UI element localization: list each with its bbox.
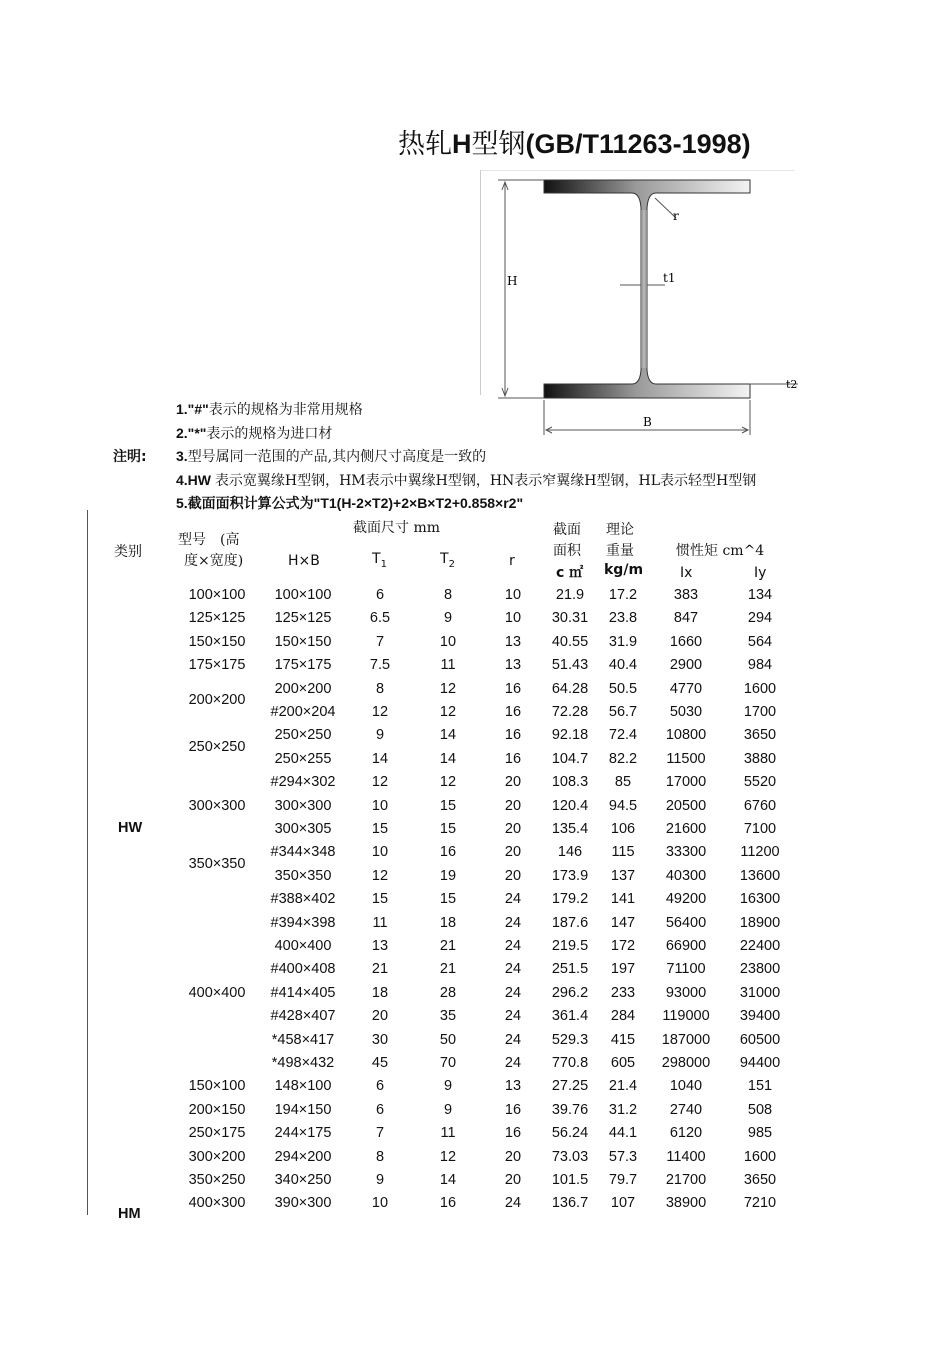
cell-hb: 300×305 <box>274 821 332 837</box>
cell-t1: 12 <box>371 867 389 884</box>
cell-hb: 175×175 <box>274 657 332 674</box>
cell-r: 20 <box>504 821 522 837</box>
cell-iy: 564 <box>747 633 773 650</box>
cell-ix: 847 <box>673 610 699 627</box>
cell-t2: 14 <box>439 750 457 767</box>
header-r: r <box>509 553 515 569</box>
cell-iy: 94400 <box>739 1055 781 1071</box>
note-item: 1."#"表示的规格为非常用规格 <box>176 401 363 418</box>
cell-iy: 3650 <box>743 1172 777 1188</box>
cell-iy: 985 <box>747 1125 773 1142</box>
cell-area: 120.4 <box>551 797 589 814</box>
cell-t2: 9 <box>443 1078 453 1095</box>
cell-r: 20 <box>504 1172 522 1188</box>
cell-weight: 284 <box>610 1008 636 1025</box>
cell-r: 16 <box>504 704 522 720</box>
cell-ix: 56400 <box>665 914 707 931</box>
cell-weight: 57.3 <box>608 1148 638 1165</box>
cell-t2: 12 <box>439 680 457 697</box>
cell-area: 40.55 <box>551 633 589 650</box>
cell-area: 104.7 <box>551 750 589 767</box>
cell-iy: 151 <box>747 1078 773 1095</box>
cell-t2: 15 <box>439 891 457 908</box>
cell-weight: 56.7 <box>608 704 638 720</box>
cell-t2: 9 <box>443 610 453 627</box>
label-H: H <box>507 274 518 288</box>
cell-t2: 21 <box>439 961 457 978</box>
cell-ix: 21600 <box>665 821 707 837</box>
cell-area: 21.9 <box>555 587 585 603</box>
model-label: 350×250 <box>188 1172 246 1188</box>
header-model-line2: 度×宽度) <box>184 553 244 569</box>
header-model-line1: 型号 (高 <box>178 532 240 548</box>
cell-r: 20 <box>504 797 522 814</box>
cell-iy: 18900 <box>739 914 781 931</box>
cell-t2: 12 <box>439 1148 457 1165</box>
cell-t1: 18 <box>371 984 389 1001</box>
cell-hb: #428×407 <box>270 1008 336 1025</box>
cell-hb: 200×200 <box>274 680 332 697</box>
cell-iy: 3650 <box>743 727 777 744</box>
cell-hb: #344×348 <box>270 844 336 861</box>
model-label: 300×200 <box>188 1148 246 1165</box>
cell-iy: 22400 <box>739 938 781 954</box>
cell-area: 73.03 <box>551 1148 589 1165</box>
cell-hb: 148×100 <box>274 1078 332 1095</box>
cell-area: 187.6 <box>551 914 589 931</box>
cell-ix: 119000 <box>662 1008 710 1025</box>
cell-t1: 6 <box>375 1078 385 1095</box>
cell-hb: 400×400 <box>274 938 332 954</box>
cell-iy: 3880 <box>743 750 777 767</box>
cell-area: 27.25 <box>551 1078 589 1095</box>
cell-weight: 31.9 <box>608 633 638 650</box>
cell-t1: 14 <box>371 750 389 767</box>
model-label: 150×150 <box>188 633 246 650</box>
model-label: 200×200 <box>188 692 246 709</box>
cell-ix: 1040 <box>669 1078 703 1095</box>
cell-r: 24 <box>504 891 522 908</box>
header-hb: H×B <box>288 553 320 569</box>
cell-r: 16 <box>504 727 522 744</box>
cell-t1: 12 <box>371 774 389 791</box>
cell-r: 20 <box>504 774 522 791</box>
cell-r: 20 <box>504 1148 522 1165</box>
cell-iy: 7210 <box>743 1195 777 1212</box>
cell-t1: 8 <box>375 1148 385 1165</box>
cell-t2: 19 <box>439 867 457 884</box>
cell-t2: 14 <box>439 727 457 744</box>
cell-area: 108.3 <box>551 774 589 791</box>
cell-area: 146 <box>557 844 583 861</box>
cell-t1: 30 <box>371 1031 389 1048</box>
cell-weight: 17.2 <box>608 587 638 603</box>
cell-hb: *498×432 <box>271 1055 335 1071</box>
cell-area: 770.8 <box>551 1055 589 1071</box>
cell-r: 16 <box>504 750 522 767</box>
cell-ix: 11500 <box>666 750 706 767</box>
cell-weight: 605 <box>610 1055 636 1071</box>
cell-t2: 8 <box>443 587 453 603</box>
cell-weight: 141 <box>610 891 636 908</box>
cell-iy: 60500 <box>739 1031 781 1048</box>
cell-iy: 5520 <box>743 774 777 791</box>
cell-t2: 12 <box>439 774 457 791</box>
cell-t1: 13 <box>371 938 389 954</box>
cell-area: 529.3 <box>551 1031 589 1048</box>
cell-iy: 11200 <box>740 844 780 861</box>
cell-ix: 1660 <box>669 633 703 650</box>
header-category: 类别 <box>114 544 142 560</box>
cell-area: 51.43 <box>551 657 589 674</box>
cell-weight: 40.4 <box>608 657 638 674</box>
cell-hb: 244×175 <box>274 1125 332 1142</box>
label-t1: t1 <box>663 271 676 285</box>
cell-ix: 33300 <box>665 844 707 861</box>
cell-t2: 50 <box>439 1031 457 1048</box>
cell-hb: #200×204 <box>270 704 336 720</box>
cell-iy: 1700 <box>743 704 777 720</box>
header-t2: $T_2$ <box>440 551 455 570</box>
header-area-unit: c ㎡ <box>556 565 584 581</box>
header-weight-unit: kg/m <box>604 562 644 578</box>
cell-weight: 197 <box>610 961 636 978</box>
cell-hb: #394×398 <box>270 914 336 931</box>
cell-weight: 50.5 <box>608 680 638 697</box>
cell-area: 136.7 <box>551 1195 589 1212</box>
cell-ix: 66900 <box>665 938 707 954</box>
cell-t1: 7.5 <box>369 657 391 674</box>
cell-r: 24 <box>504 984 522 1001</box>
cell-ix: 383 <box>673 587 699 603</box>
cell-weight: 44.1 <box>608 1125 638 1142</box>
cell-r: 24 <box>504 1055 522 1071</box>
cell-weight: 23.8 <box>608 610 638 627</box>
header-inertia: 惯性矩 cm^4 <box>676 543 765 559</box>
cell-weight: 31.2 <box>608 1101 638 1118</box>
cell-iy: 134 <box>747 587 773 603</box>
cell-iy: 31000 <box>739 984 781 1001</box>
cell-weight: 115 <box>611 844 635 861</box>
cell-r: 20 <box>504 844 522 861</box>
model-label: 350×350 <box>188 856 246 873</box>
header-iy: Iy <box>754 565 767 581</box>
h-beam-diagram <box>480 170 800 440</box>
cell-t2: 10 <box>439 633 457 650</box>
cell-t1: 6 <box>375 587 385 603</box>
cell-t2: 16 <box>439 1195 457 1212</box>
cell-hb: 350×350 <box>274 867 332 884</box>
cell-weight: 82.2 <box>608 750 638 767</box>
cell-ix: 17000 <box>665 774 707 791</box>
cell-hb: 100×100 <box>274 587 332 603</box>
page-title: 热轧H型钢(GB/T11263-1998) <box>398 129 751 160</box>
cell-area: 56.24 <box>551 1125 589 1142</box>
cell-r: 13 <box>504 657 522 674</box>
model-label: 175×175 <box>188 657 246 674</box>
cell-t2: 35 <box>439 1008 457 1025</box>
cell-t1: 10 <box>371 797 389 814</box>
category-hm: HM <box>118 1206 141 1222</box>
cell-weight: 107 <box>610 1195 636 1212</box>
cell-r: 24 <box>504 1008 522 1025</box>
cell-t2: 11 <box>440 1125 456 1142</box>
cell-weight: 137 <box>610 867 636 884</box>
model-label: 250×250 <box>188 739 246 756</box>
cell-r: 10 <box>504 610 522 627</box>
cell-t2: 18 <box>439 914 457 931</box>
cell-r: 24 <box>504 1195 522 1212</box>
cell-ix: 187000 <box>661 1031 711 1048</box>
cell-iy: 7100 <box>743 821 777 837</box>
cell-t1: 6.5 <box>369 610 391 627</box>
header-t1: $T_1$ <box>372 551 387 570</box>
cell-ix: 2740 <box>669 1101 703 1118</box>
cell-t1: 15 <box>371 891 389 908</box>
cell-t2: 21 <box>439 938 457 954</box>
cell-area: 251.5 <box>551 961 589 978</box>
cell-ix: 11400 <box>666 1148 706 1165</box>
note-item: 4.HW 表示宽翼缘H型钢，HM表示中翼缘H型钢，HN表示窄翼缘H型钢，HL表示轻型H型钢 <box>176 472 757 489</box>
cell-hb: 340×250 <box>274 1172 332 1188</box>
cell-weight: 106 <box>610 821 636 837</box>
notes-label: 注明: <box>113 449 147 465</box>
model-label: 400×300 <box>188 1195 246 1212</box>
cell-t1: 15 <box>371 821 389 837</box>
cell-t1: 9 <box>375 1172 385 1188</box>
cell-area: 101.5 <box>551 1172 589 1188</box>
cell-iy: 39400 <box>739 1008 781 1025</box>
cell-t2: 14 <box>439 1172 457 1188</box>
cell-r: 10 <box>504 587 522 603</box>
cell-area: 179.2 <box>551 891 589 908</box>
header-weight-line2: 重量 <box>606 543 634 559</box>
cell-iy: 1600 <box>743 680 777 697</box>
note-item: 5.截面面积计算公式为"T1(H-2×T2)+2×B×T2+0.858×r2" <box>176 495 524 511</box>
cell-t2: 70 <box>439 1055 457 1071</box>
cell-r: 24 <box>504 914 522 931</box>
cell-t1: 7 <box>375 633 385 650</box>
cell-r: 13 <box>504 633 522 650</box>
cell-iy: 984 <box>747 657 773 674</box>
cell-iy: 294 <box>747 610 773 627</box>
category-hw: HW <box>118 820 143 836</box>
cell-weight: 72.4 <box>608 727 638 744</box>
cell-r: 16 <box>504 1125 522 1142</box>
cell-hb: *458×417 <box>271 1031 335 1048</box>
cell-area: 92.18 <box>551 727 589 744</box>
cell-ix: 2900 <box>669 657 703 674</box>
cell-hb: 250×250 <box>274 727 332 744</box>
cell-iy: 1600 <box>743 1148 777 1165</box>
cell-iy: 23800 <box>739 961 781 978</box>
cell-t1: 8 <box>375 680 385 697</box>
cell-area: 219.5 <box>551 938 589 954</box>
cell-t2: 16 <box>439 844 457 861</box>
cell-weight: 233 <box>610 984 636 1001</box>
cell-t1: 7 <box>375 1125 385 1142</box>
cell-r: 20 <box>504 867 522 884</box>
cell-t1: 20 <box>371 1008 389 1025</box>
model-label: 200×150 <box>188 1101 246 1118</box>
cell-t2: 9 <box>443 1101 453 1118</box>
cell-ix: 40300 <box>665 867 707 884</box>
cell-ix: 5030 <box>669 704 703 720</box>
cell-ix: 4770 <box>669 680 703 697</box>
cell-t2: 11 <box>440 657 456 674</box>
cell-ix: 71100 <box>666 961 706 978</box>
header-area-line1: 截面 <box>553 522 581 538</box>
header-weight-line1: 理论 <box>606 522 634 538</box>
cell-t2: 15 <box>439 797 457 814</box>
cell-hb: 300×300 <box>274 797 332 814</box>
header-area-line2: 面积 <box>553 543 581 559</box>
label-t2: t2 <box>786 378 798 391</box>
model-label: 150×100 <box>188 1078 246 1095</box>
cell-hb: 250×255 <box>274 750 332 767</box>
cell-weight: 79.7 <box>608 1172 638 1188</box>
cell-ix: 49200 <box>665 891 707 908</box>
cell-t1: 10 <box>371 844 389 861</box>
cell-weight: 85 <box>614 774 632 791</box>
model-label: 300×300 <box>188 797 246 814</box>
note-item: 3.型号属同一范围的产品,其内侧尺寸高度是一致的 <box>176 448 487 465</box>
cell-t1: 45 <box>371 1055 389 1071</box>
cell-hb: #414×405 <box>270 984 336 1001</box>
cell-t1: 6 <box>375 1101 385 1118</box>
label-r: r <box>673 209 679 223</box>
cell-weight: 172 <box>610 938 636 954</box>
cell-r: 13 <box>504 1078 522 1095</box>
cell-r: 24 <box>504 1031 522 1048</box>
cell-ix: 298000 <box>661 1055 711 1071</box>
cell-area: 173.9 <box>551 867 589 884</box>
cell-t1: 21 <box>371 961 389 978</box>
model-label: 250×175 <box>188 1125 246 1142</box>
cell-area: 135.4 <box>551 821 589 837</box>
cell-r: 16 <box>504 1101 522 1118</box>
cell-hb: 194×150 <box>274 1101 332 1118</box>
cell-iy: 6760 <box>743 797 777 814</box>
cell-t2: 15 <box>439 821 457 837</box>
cell-iy: 508 <box>747 1101 773 1118</box>
cell-t1: 12 <box>371 704 389 720</box>
cell-hb: #400×408 <box>270 961 336 978</box>
cell-area: 361.4 <box>551 1008 589 1025</box>
model-label: 125×125 <box>188 610 246 627</box>
cell-weight: 94.5 <box>608 797 638 814</box>
cell-r: 24 <box>504 961 522 978</box>
cell-hb: 390×300 <box>274 1195 332 1212</box>
cell-area: 39.76 <box>551 1101 589 1118</box>
cell-hb: 294×200 <box>274 1148 332 1165</box>
cell-ix: 21700 <box>665 1172 707 1188</box>
cell-area: 72.28 <box>551 704 589 720</box>
cell-weight: 21.4 <box>608 1078 638 1095</box>
cell-t2: 12 <box>439 704 457 720</box>
cell-r: 24 <box>504 938 522 954</box>
cell-ix: 6120 <box>669 1125 703 1142</box>
cell-hb: 125×125 <box>274 610 332 627</box>
cell-iy: 13600 <box>739 867 781 884</box>
note-item: 2."*"表示的规格为进口材 <box>176 425 333 442</box>
cell-hb: #388×402 <box>270 891 336 908</box>
cell-weight: 415 <box>610 1031 636 1048</box>
table-left-border <box>87 510 88 1215</box>
cell-t1: 11 <box>372 914 388 931</box>
cell-hb: 150×150 <box>274 633 332 650</box>
cell-area: 64.28 <box>551 680 589 697</box>
cell-ix: 10800 <box>665 727 707 744</box>
cell-area: 30.31 <box>551 610 589 627</box>
cell-r: 16 <box>504 680 522 697</box>
cell-weight: 147 <box>610 914 636 931</box>
header-section-dims: 截面尺寸 mm <box>353 520 441 536</box>
cell-t1: 9 <box>375 727 385 744</box>
cell-t1: 10 <box>371 1195 389 1212</box>
cell-ix: 38900 <box>665 1195 707 1212</box>
label-B: B <box>643 415 652 429</box>
cell-area: 296.2 <box>551 984 589 1001</box>
cell-hb: #294×302 <box>270 774 336 791</box>
cell-ix: 20500 <box>665 797 707 814</box>
cell-iy: 16300 <box>739 891 781 908</box>
model-label: 100×100 <box>188 587 246 603</box>
cell-ix: 93000 <box>665 984 707 1001</box>
model-label: 400×400 <box>188 984 246 1001</box>
header-ix: Ix <box>680 565 693 581</box>
cell-t2: 28 <box>439 984 457 1001</box>
